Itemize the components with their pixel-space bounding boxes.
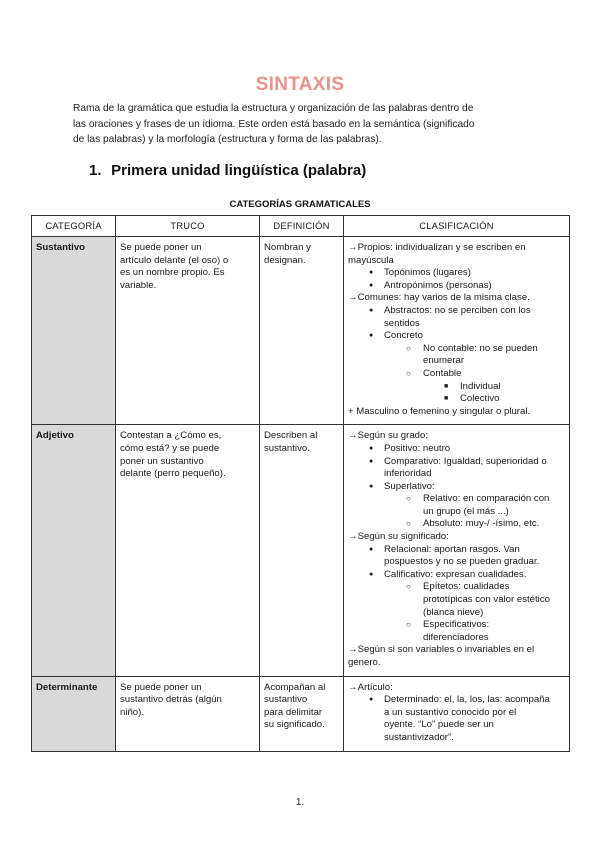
clasificacion-cell xyxy=(344,425,570,676)
bullet-continuation: inferioridad xyxy=(384,468,432,480)
clasificacion-line: →Propios: individualizan y se escriben en xyxy=(348,242,526,253)
bullet-item: ● Concreto xyxy=(348,330,565,343)
definicion-cell xyxy=(260,237,344,425)
table-header-row xyxy=(32,216,570,237)
square-bullet-item: ■ Colectivo xyxy=(348,393,565,406)
sub-bullet-continuation: prototípicas con valor estético xyxy=(423,594,550,606)
bullet-item: ● Positivo: neutro xyxy=(348,443,565,456)
bullet-continuation: sustantivizador”. xyxy=(384,731,454,743)
truco-line: variable. xyxy=(120,279,157,291)
category-cell: Sustantivo xyxy=(32,237,116,425)
header-clasificacion: CLASIFICACIÓN xyxy=(344,216,570,237)
bullet-item: ● Abstractos: no se perciben con los xyxy=(348,305,565,318)
truco-line: Contestan a ¿Cómo es, xyxy=(120,430,222,442)
sub-bullet-item: ○ Relativo: en comparación con xyxy=(348,493,565,506)
definicion-line: Describen al xyxy=(264,430,318,442)
truco-cell xyxy=(116,237,260,425)
clasificacion-cell xyxy=(344,676,570,751)
bullet-item: ● Topónimos (lugares) xyxy=(348,267,565,280)
section-number: 1. xyxy=(89,162,102,179)
definicion-line: sustantivo xyxy=(264,694,308,706)
clasificacion-line: →Comunes: hay varios de la misma clase. xyxy=(348,292,530,304)
definicion-line: Nombran y xyxy=(264,242,311,253)
section-heading-text: Primera unidad lingüística (palabra) xyxy=(111,162,367,179)
bullet-continuation: a un sustantivo conocido por el xyxy=(384,706,517,718)
document-title: SINTAXIS xyxy=(255,74,345,95)
clasificacion-line: →Artículo: xyxy=(348,681,393,693)
sub-bullet-item: ○ Contable xyxy=(348,368,565,381)
sub-bullet-item: ○ Absoluto: muy-/ -ísimo, etc. xyxy=(348,518,565,531)
bullet-item: ● Antropónimos (personas) xyxy=(348,280,565,293)
bullet-item: ● Relacional: aportan rasgos. Van xyxy=(348,544,565,557)
sub-bullet-continuation: enumerar xyxy=(423,355,465,367)
clasificacion-line: mayúscula xyxy=(348,254,394,266)
bullet-continuation: oyente. “Lo” puede ser un xyxy=(384,719,494,731)
sub-bullet-continuation: diferenciadores xyxy=(423,631,489,643)
definicion-line: Acompañan al xyxy=(264,681,326,693)
page-number: 1. xyxy=(295,797,305,808)
categories-table xyxy=(31,215,570,752)
definicion-line: su significado. xyxy=(264,719,325,731)
bullet-item: ● Calificativo: expresan cualidades. xyxy=(348,569,565,582)
intro-paragraph xyxy=(73,101,533,148)
bullet-continuation: pospuestos y no se pueden graduar. xyxy=(384,556,540,568)
bullet-item: ● Comparativo: Igualdad, superioridad o xyxy=(348,456,565,469)
table-caption: CATEGORÍAS GRAMATICALES xyxy=(229,199,371,210)
clasificacion-line: género. xyxy=(348,657,381,668)
sub-bullet-item: ○ Epítetos: cualidades xyxy=(348,581,565,594)
sub-bullet-item: ○ No contable: no se pueden xyxy=(348,343,565,356)
section-heading xyxy=(89,162,366,179)
table-body xyxy=(32,237,570,752)
truco-line: delante (perro pequeño). xyxy=(120,468,226,480)
clasificacion-line: →Según su grado: xyxy=(348,430,429,442)
table-row xyxy=(32,237,570,425)
truco-line: cómo está? y se puede xyxy=(120,442,220,454)
definicion-line: designan. xyxy=(264,254,306,266)
header-definicion: DEFINICIÓN xyxy=(260,216,344,237)
truco-cell xyxy=(116,676,260,751)
bullet-continuation: sentidos xyxy=(384,317,420,329)
definicion-cell xyxy=(260,676,344,751)
definicion-cell xyxy=(260,425,344,676)
table-row xyxy=(32,425,570,676)
sub-bullet-item: ○ Especificativos: xyxy=(348,619,565,632)
intro-line: de las palabras) y la morfología (estructura y forma de las palabras). xyxy=(73,134,382,145)
definicion-line: para delimitar xyxy=(264,706,323,718)
clasificacion-cell xyxy=(344,237,570,425)
truco-line: Se puede poner un xyxy=(120,242,202,253)
intro-line: Rama de la gramática que estudia la estructura y organización de las palabras dentro de xyxy=(73,103,474,114)
header-categoria: CATEGORÍA xyxy=(32,216,116,237)
definicion-line: sustantivo. xyxy=(264,442,310,454)
header-truco: TRUCO xyxy=(116,216,260,237)
square-bullet-item: ■ Individual xyxy=(348,381,565,394)
truco-line: es un nombre propio. Es xyxy=(120,267,225,279)
truco-line: artículo delante (el oso) o xyxy=(120,254,229,266)
intro-line: las oraciones y frases de un idioma. Este orden está basado en la semántica (significado xyxy=(73,118,475,130)
truco-line: poner un sustantivo xyxy=(120,455,204,467)
sub-bullet-continuation: un grupo (el más ...) xyxy=(423,505,509,517)
clasificacion-line: →Según si son variables o invariables en el xyxy=(348,644,535,656)
table-row xyxy=(32,676,570,751)
truco-line: sustantivo detrás (algún xyxy=(120,694,222,706)
bullet-item: ● Determinado: el, la, los, las: acompaña xyxy=(348,694,565,707)
truco-line: Se puede poner un xyxy=(120,681,202,693)
clasificacion-line: →Según su significado: xyxy=(348,531,449,543)
sub-bullet-continuation: (blanca nieve) xyxy=(423,606,484,618)
clasificacion-line: + Masculino o femenino y singular o plural. xyxy=(348,405,531,417)
truco-line: niño). xyxy=(120,706,144,718)
category-cell: Adjetivo xyxy=(32,425,116,676)
category-cell: Determinante xyxy=(32,676,116,751)
truco-cell xyxy=(116,425,260,676)
bullet-item: ● Superlativo: xyxy=(348,481,565,494)
